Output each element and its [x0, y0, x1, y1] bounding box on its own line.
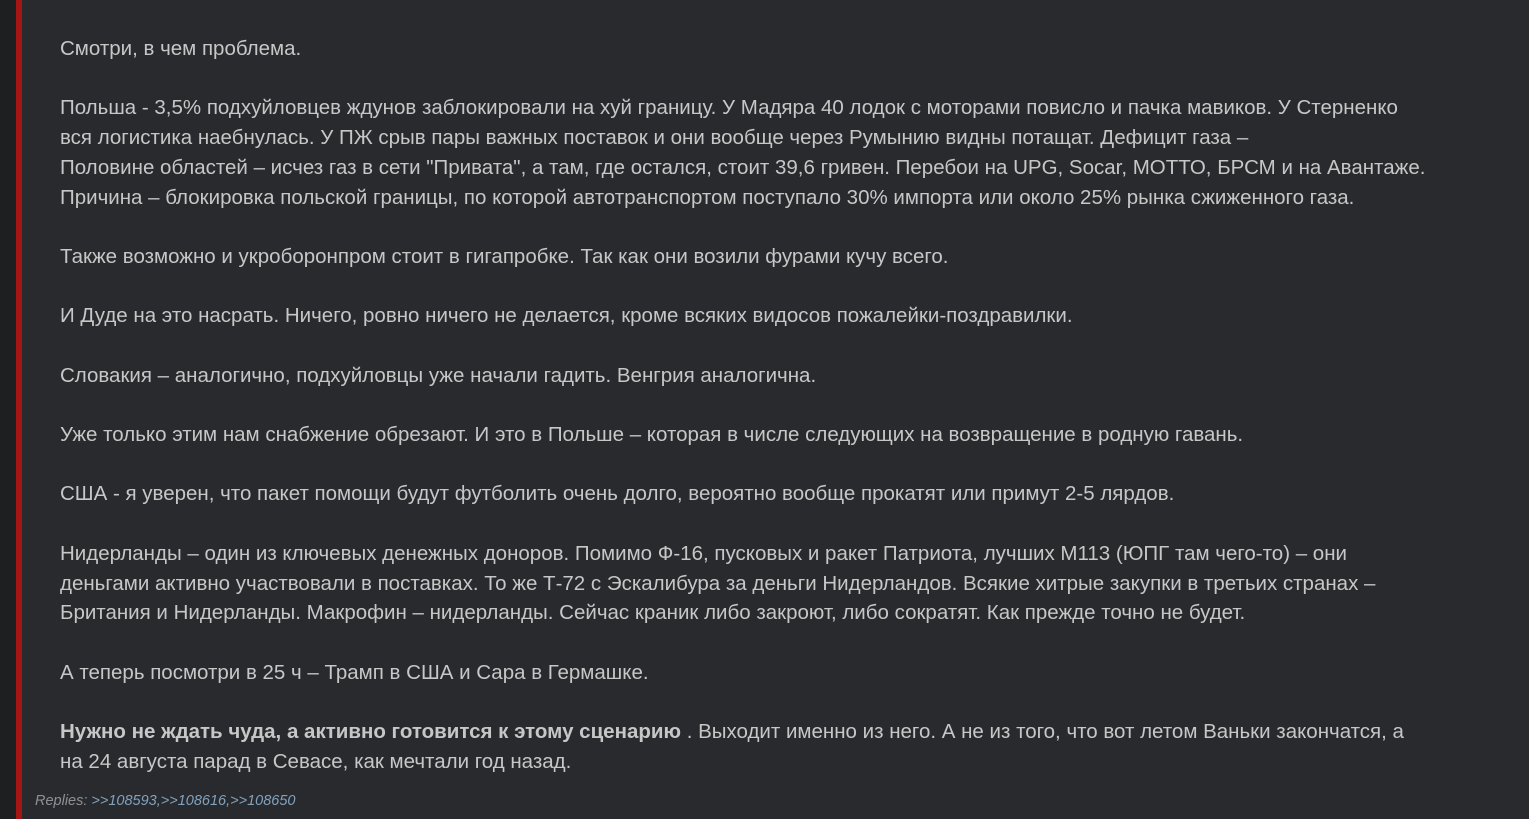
- replies-section: [35, 793, 295, 809]
- reply-separator: ,: [156, 793, 161, 809]
- post-text: Половине областей – исчез газ в сети "Привата", а там, где остался, стоит 39,6 гривен. Перебои на UPG, Socar, МОТТО, БРСМ и на Авантаже.: [60, 155, 1426, 179]
- post-text: Смотри, в чем проблема.: [60, 37, 302, 60]
- post-text: Британия и Нидерланды. Макрофин – нидерланды. Сейчас краник либо закроют, либо сократят. Как прежде точно не будет.: [60, 601, 1246, 625]
- post-text: . Выходит именно из него. А не из того, что вот летом Ваньки закончатся, а: [681, 720, 1404, 744]
- post-text: И Дуде на это насрать. Ничего, ровно ничего не делается, кроме всяких видосов пожалейки-поздравилки.: [60, 304, 1073, 328]
- replies-label: Replies:: [35, 793, 88, 809]
- post-paragraph: [60, 93, 1525, 212]
- reply-link[interactable]: >>108650: [230, 793, 296, 809]
- post-paragraph: [60, 479, 1525, 509]
- post-text: США - я уверен, что пакет помощи будут футболить очень долго, вероятно вообще прокатят или примут 2-5 лярдов.: [60, 482, 1175, 506]
- post-paragraph: [60, 301, 1525, 331]
- post-text: Причина – блокировка польской границы, по которой автотранспортом поступало 30% импорта или около 25% рынка сжиженного газа.: [60, 185, 1355, 209]
- post-text: Уже только этим нам снабжение обрезают. И это в Польше – которая в числе следующих на возвращение в родную гавань.: [60, 423, 1244, 447]
- post-body: [60, 34, 1525, 776]
- post-text: вся логистика наебнулась. У ПЖ срыв пары важных поставок и они вообще через Румынию видны потащат. Дефицит газа –: [60, 126, 1249, 150]
- reply-link[interactable]: >>108616: [160, 793, 227, 809]
- post-paragraph: [60, 361, 1525, 391]
- post-bold-text: Нужно не ждать чуда, а активно готовится к этому сценарию: [60, 720, 681, 744]
- post-text: Также возможно и укроборонпром стоит в гигапробке. Так как они возили фурами кучу всего.: [60, 244, 949, 268]
- reply-link[interactable]: >>108593: [91, 793, 157, 809]
- post-paragraph: [60, 717, 1525, 776]
- post-paragraph: [60, 34, 1525, 64]
- post-text: А теперь посмотри в 25 ч – Трамп в США и Сара в Гермашке.: [60, 660, 649, 684]
- post-text: на 24 августа парад в Севасе, как мечтали год назад.: [60, 749, 572, 773]
- post-paragraph: [60, 658, 1525, 688]
- post-text: деньгами активно участвовали в поставках. То же Т-72 с Эскалибура за деньги Нидерландов. Всякие хитрые закупки в третьих странах –: [60, 571, 1376, 595]
- post-container: [22, 0, 1529, 819]
- reply-separator: ,: [226, 793, 231, 809]
- post-text: Нидерланды – один из ключевых денежных доноров. Помимо Ф-16, пусковых и ракет Патриота, лучших М113 (ЮПГ там чего-то) – они: [60, 541, 1347, 565]
- post-paragraph: [60, 242, 1525, 272]
- post-paragraph: [60, 539, 1525, 628]
- post-text: Словакия – аналогично, подхуйловцы уже начали гадить. Венгрия аналогична.: [60, 363, 817, 387]
- post-text: Польша - 3,5% подхуйловцев ждунов заблокировали на хуй границу. У Мадяра 40 лодок с моторами повисло и пачка мавиков. У Стерненко: [60, 96, 1398, 120]
- post-paragraph: [60, 420, 1525, 450]
